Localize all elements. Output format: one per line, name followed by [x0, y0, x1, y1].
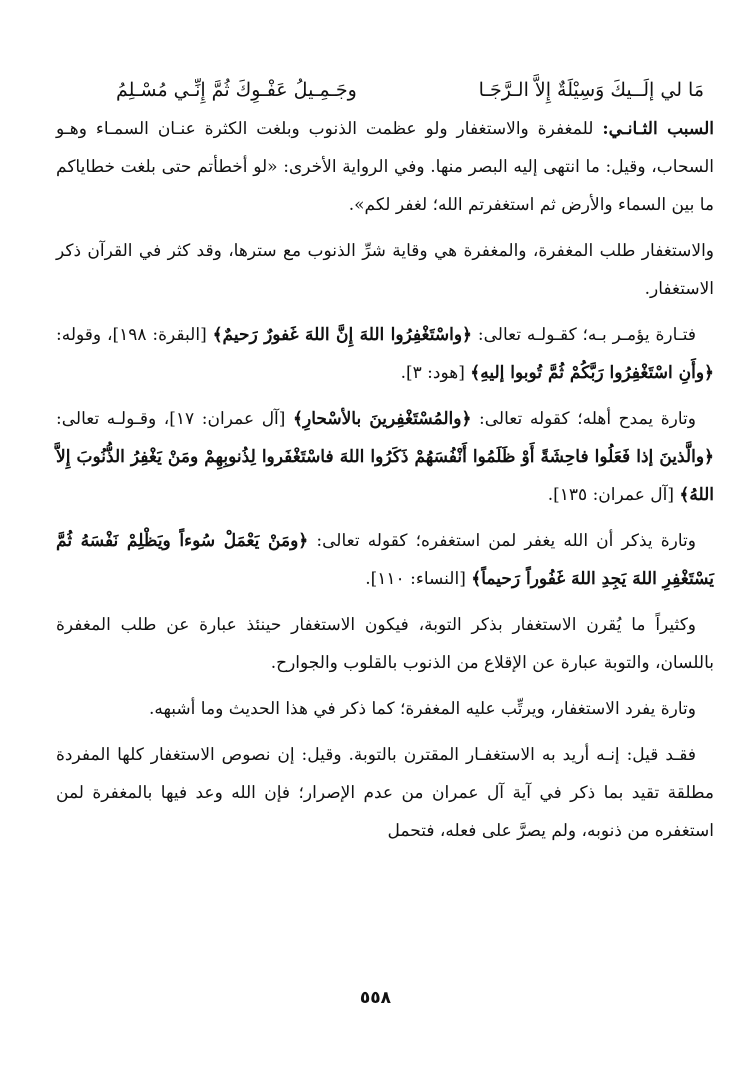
quran-quote: ﴿واسْتَغْفِرُوا اللهَ إِنَّ اللهَ غَفورٌ رَحيمٌ﴾: [212, 325, 472, 345]
reference-text: [هود: ٣].: [400, 363, 471, 383]
paragraph-single-istighfar: [56, 690, 714, 728]
section-heading: السبب الثـانـي:: [602, 119, 714, 139]
reference-text: [آل عمران: ١٧]، وقـولـه تعالى:: [56, 409, 294, 429]
paragraph-text: وتارة يفرد الاستغفار، ويرتِّب عليه المغفرة؛ كما ذكر في هذا الحديث وما أشبهه.: [148, 699, 696, 719]
paragraph-forgiveness-promised: [56, 522, 714, 598]
quran-quote: ﴿والَّذينَ إذا فَعَلُوا فاحِشَةً أَوْ ظَلَمُوا أَنْفُسَهُمْ ذَكَرُوا اللهَ فاسْتَغْفَروا لِذُنوبِهِمْ ومَنْ يَغْفِرُ الذُّنُوبَ إِلاَّ اللهُ﴾: [56, 447, 714, 505]
paragraph-lead: وتارة يذكر أن الله يغفر لمن استغفره؛ كقوله تعالى:: [308, 531, 696, 551]
reference-text: [البقرة: ١٩٨]، وقوله:: [56, 325, 213, 345]
quran-quote: ﴿وأَنِ اسْتَغْفِرُوا رَبَّكُمْ ثُمَّ تُوبوا إليهِ﴾: [470, 363, 714, 383]
paragraph-it-was-said: [56, 736, 714, 850]
paragraph-lead: فتـارة يؤمـر بـه؛ كقـولـه تعالى:: [472, 325, 697, 345]
quran-quote: ﴿والمُسْتَغْفِرينَ بالأسْحارِ﴾: [293, 409, 472, 429]
reference-text: [آل عمران: ١٣٥].: [547, 485, 680, 505]
paragraph-istighfar-definition: [56, 232, 714, 308]
page-number: ٥٥٨: [359, 988, 392, 1008]
paragraph-second-reason: [56, 110, 714, 224]
paragraph-commanded: [56, 316, 714, 392]
paragraph-text: للمغفرة والاستغفار ولو عظمت الذنوب وبلغت الكثرة عنـان السمـاء وهـو السحاب، وقيل: ما انتهى إليه البصر منها. وفي الرواية الأخرى: «لو أخطأتم حتى بلغت خطاياكم ما بين السماء والأرض ثم استغفرتم الله؛ لغفر لكم».: [56, 119, 714, 215]
quran-quote: ﴿ومَنْ يَعْمَلْ سُوءاً ويَظْلِمْ نَفْسَهُ ثُمَّ يَسْتَغْفِرِ اللهَ يَجِدِ اللهَ غَفُوراً رَحيماً﴾: [56, 531, 714, 589]
book-page: [56, 72, 714, 858]
paragraph-text: وكثيراً ما يُقرن الاستغفار بذكر التوبة، فيكون الاستغفار حينئذ عبارة عن طلب المغفرة باللسان، والتوبة عبارة عن الإقلاع من الذنوب بالقلوب والجوارح.: [56, 615, 714, 673]
paragraph-lead: وتارة يمدح أهله؛ كقوله تعالى:: [471, 409, 696, 429]
reference-text: [النساء: ١١٠].: [365, 569, 472, 589]
paragraph-text: فقـد قيل: إنـه أريد به الاستغفـار المقترن بالتوبة. وقيل: إن نصوص الاستغفار كلها المفردة مطلقة تقيد بما ذكر في آية آل عمران من عدم الإصرار؛ فإن الله وعد فيها بالمغفرة لمن استغفره من ذنوبه، ولم يصرَّ على فعله، فتحمل: [56, 745, 714, 841]
poetry-verse: [56, 72, 714, 108]
verse-second-hemistich: وجَـمِـيلُ عَفْـوِكَ ثُمَّ إِنِّـي مُسْـلِمُ: [116, 79, 357, 101]
paragraph-praised: [56, 400, 714, 514]
paragraph-tawba: [56, 606, 714, 682]
paragraph-text: والاستغفار طلب المغفرة، والمغفرة هي وقاية شرِّ الذنوب مع سترها، وقد كثر في القرآن ذكر الاستغفار.: [56, 241, 714, 299]
verse-first-hemistich: مَا لي إلَــيكَ وَسِيْلَةٌ إِلاَّ الـرَّجَـا: [478, 79, 704, 101]
